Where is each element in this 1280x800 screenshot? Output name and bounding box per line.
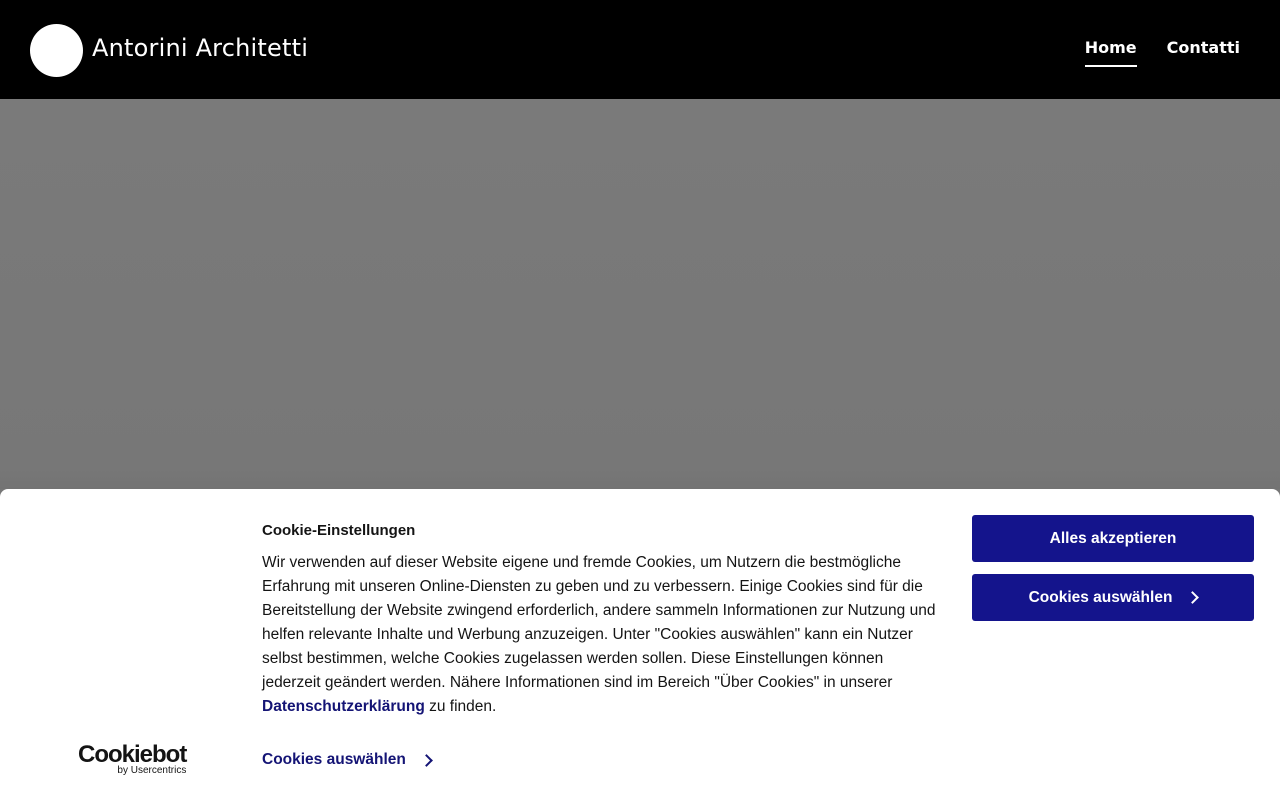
cookiebot-byline: by Usercentrics	[117, 765, 187, 776]
nav-contatti-link[interactable]: Contatti	[1166, 38, 1240, 57]
cookie-select-link-label: Cookies auswählen	[262, 751, 406, 768]
cookie-text-main: Wir verwenden auf dieser Website eigene und fremde Cookies, um Nutzern die bestmögliche Erfahrung mit unseren Online-Diensten zu geben und zu verbessern. Einige Cookies sind für die Bereitstellung der Website zwingend erforderlich, andere sammeln Informationen zur Nutzung und helfen relevante Inhalte und Werbung anzuzeigen. Unter "Cookies auswählen" kann ein Nutzer selbst bestimmen, welche Cookies zugelassen werden sollen. Diese Einstellungen können jederzeit geändert werden. Nähere Informationen sind im Bereich "Über Cookies" in unserer	[262, 554, 936, 691]
privacy-policy-link[interactable]: Datenschutzerklärung	[262, 698, 425, 715]
select-cookies-button[interactable]	[972, 574, 1254, 621]
chevron-right-icon	[1187, 591, 1200, 604]
chevron-right-icon	[420, 754, 433, 767]
nav-home-link[interactable]: Home	[1085, 38, 1137, 67]
hero-background	[0, 99, 1280, 489]
select-cookies-label: Cookies auswählen	[1028, 588, 1173, 606]
cookie-consent-banner	[0, 489, 1280, 800]
logo-icon[interactable]	[30, 24, 83, 77]
main-nav	[1085, 38, 1240, 67]
accept-all-label: Alles akzeptieren	[1049, 529, 1177, 547]
cookie-text-end: zu finden.	[424, 698, 497, 715]
accept-all-button[interactable]	[972, 515, 1254, 562]
cookiebot-logo[interactable]	[78, 741, 187, 776]
cookie-banner-title: Cookie-Einstellungen	[262, 522, 416, 539]
brand-name[interactable]: Antorini Architetti	[92, 34, 309, 62]
site-header	[0, 0, 1280, 99]
cookiebot-wordmark: Cookiebot	[78, 741, 187, 768]
cookie-select-link[interactable]	[262, 751, 431, 769]
cookie-banner-text	[262, 551, 942, 719]
